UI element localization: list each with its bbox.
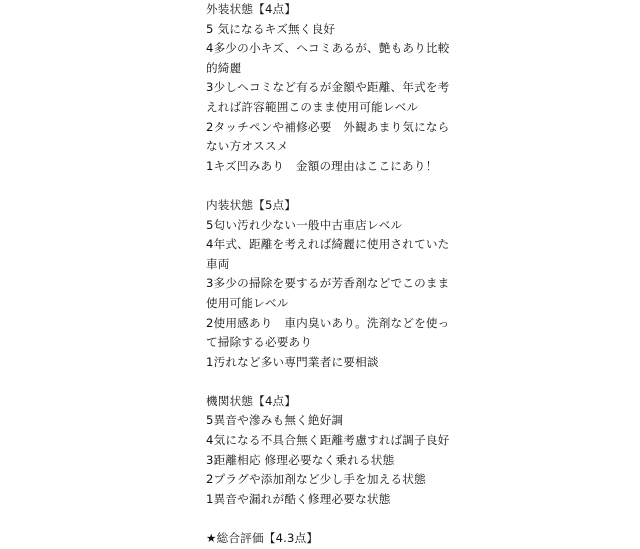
interior-line: 4年式、距離を考えれば綺麗に使用されていた: [206, 237, 450, 252]
section-gap: [206, 509, 446, 529]
engine-line: 5異音や滲みも無く絶好調: [206, 413, 344, 428]
engine-line: 4気になる不具合無く距離考慮すれば調子良好: [206, 433, 450, 448]
interior-line: て掃除する必要あり: [206, 335, 313, 350]
section-gap: [206, 372, 446, 392]
engine-line: 1異音や漏れが酷く修理必要な状態: [206, 491, 391, 506]
overall-rating: ★総合評価【4.3点】: [206, 531, 319, 546]
exterior-line: ない方オススメ: [206, 139, 289, 154]
rating-document: [206, 0, 450, 549]
exterior-line: 5 気になるキズ無く良好: [206, 21, 336, 36]
exterior-line: 的綺麗: [206, 60, 242, 75]
engine-section: [206, 392, 450, 510]
exterior-line: 1キズ凹みあり 金額の理由はここにあり！: [206, 158, 438, 173]
exterior-line: 4多少の小キズ、ヘコミあるが、艶もあり比較: [206, 41, 450, 56]
exterior-section: [206, 0, 450, 176]
interior-line: 3多少の掃除を要するが芳香剤などでこのまま: [206, 276, 450, 291]
interior-line: 2使用感あり 車内臭いあり。洗剤などを使っ: [206, 315, 450, 330]
engine-line: 2プラグや添加剤など少し手を加える状態: [206, 472, 426, 487]
section-gap: [206, 176, 446, 196]
interior-line: 5匂い汚れ少ない一般中古車店レベル: [206, 217, 403, 232]
engine-line: 3距離相応 修理必要なく乗れる状態: [206, 452, 395, 467]
exterior-line: 2タッチペンや補修必要 外観あまり気になら: [206, 119, 450, 134]
interior-section: [206, 196, 450, 372]
interior-line: 車両: [206, 256, 230, 271]
engine-heading: 機関状態【4点】: [206, 393, 297, 408]
exterior-heading: 外装状態【4点】: [206, 2, 297, 16]
interior-line: 1汚れなど多い専門業者に要相談: [206, 354, 379, 369]
exterior-line: えれば許容範囲このまま使用可能レベル: [206, 99, 419, 114]
interior-line: 使用可能レベル: [206, 295, 289, 310]
exterior-line: 3少しヘコミなど有るが金額や距離、年式を考: [206, 80, 450, 95]
interior-heading: 内装状態【5点】: [206, 197, 297, 212]
